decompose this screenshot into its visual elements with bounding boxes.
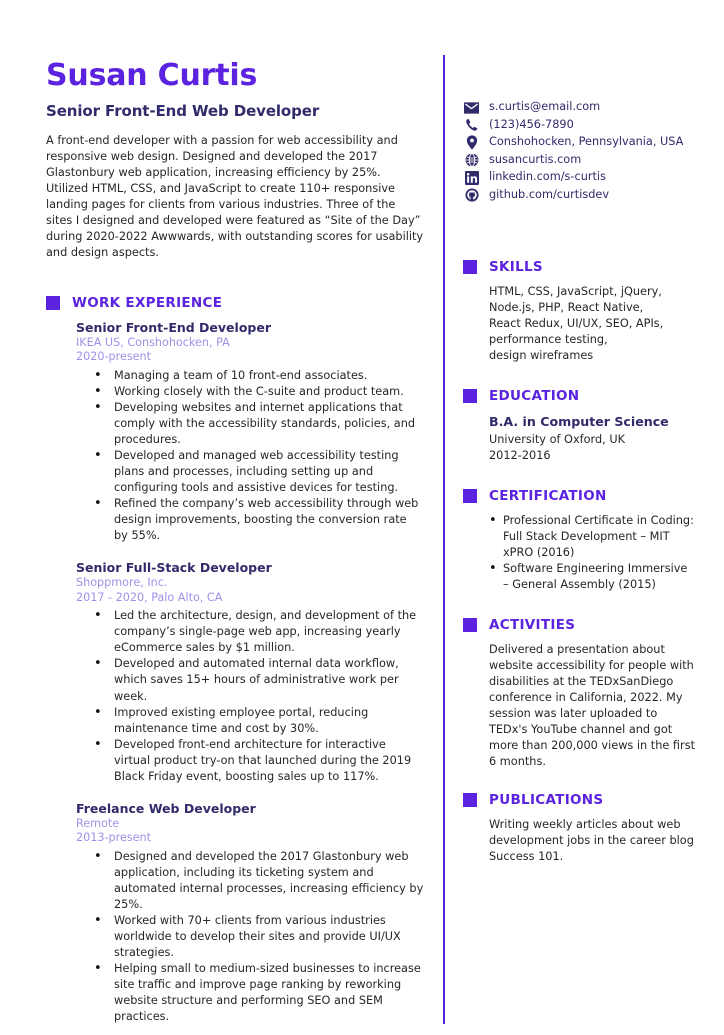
contact-location-text: Conshohocken, Pennsylvania, USA <box>489 135 684 149</box>
globe-icon <box>463 153 480 168</box>
job-entry <box>46 801 424 1025</box>
skills-line: design wireframes <box>489 348 594 362</box>
job-role: Freelance Web Developer <box>76 800 256 816</box>
job-dates: 2020-present <box>76 350 152 364</box>
activities-header <box>463 617 695 633</box>
job-dates: 2017 - 2020, Palo Alto, CA <box>76 590 223 604</box>
candidate-name: Susan Curtis <box>46 58 258 93</box>
skills-line: React Redux, UI/UX, SEO, APIs, <box>489 316 664 330</box>
education-degree: B.A. in Computer Science <box>489 413 669 429</box>
contact-github-text: github.com/curtisdev <box>489 187 610 201</box>
contact-location <box>463 135 695 150</box>
skills-body <box>463 284 695 364</box>
skills-section <box>463 259 695 364</box>
candidate-job-title: Senior Front-End Web Developer <box>46 101 320 120</box>
contact-github[interactable] <box>463 188 695 203</box>
contact-website[interactable] <box>463 153 695 168</box>
job-bullet: • Led the architecture, design, and development of the company’s single-page web app, increasing yearly eCommerce sales by $1 million. <box>94 608 424 656</box>
job-bullet: • Working closely with the C-suite and product team. <box>94 384 424 400</box>
job-bullet: • Improved existing employee portal, reducing maintenance time and cost by 30%. <box>94 705 424 737</box>
publications-section <box>463 792 695 865</box>
job-bullet: • Refined the company’s web accessibility through web design improvements, boosting the conversion rate by 55%. <box>94 496 424 544</box>
job-company: IKEA US, Conshohocken, PA <box>76 335 230 349</box>
education-header <box>463 388 695 404</box>
job-bullet: • Developed front-end architecture for interactive virtual product try-on that launched during the 2019 Black Friday event, boosting sales up to 117%. <box>94 737 424 785</box>
certification-body <box>463 513 695 593</box>
job-bullet-list <box>76 849 424 1025</box>
job-bullet-list <box>76 368 424 544</box>
job-role: Senior Full-Stack Developer <box>76 560 272 576</box>
job-bullet: • Worked with 70+ clients from various industries worldwide to develop their sites and provide UI/UX strategies. <box>94 913 424 961</box>
skills-title: SKILLS <box>489 258 543 275</box>
contact-phone[interactable] <box>463 118 695 133</box>
skills-line: Node.js, PHP, React Native, <box>489 300 644 314</box>
work-experience-title: WORK EXPERIENCE <box>72 294 223 311</box>
job-dates: 2013-present <box>76 831 152 845</box>
skills-header <box>463 259 695 275</box>
job-bullet: • Designed and developed the 2017 Glastonbury web application, including its ticketing system and automated internal processes, increasing efficiency by 25%. <box>94 849 424 913</box>
certification-title: CERTIFICATION <box>489 487 607 504</box>
job-bullet: • Developing websites and internet applications that comply with the accessibility standards, policies, and procedures. <box>94 400 424 448</box>
job-bullet-list <box>76 608 424 784</box>
section-marker-square-icon <box>463 260 477 274</box>
publications-title: PUBLICATIONS <box>489 792 604 808</box>
certification-header <box>463 488 695 504</box>
job-bullet: • Developed and managed web accessibility testing plans and processes, including setting up and configuring tools and assistive devices for testing. <box>94 448 424 496</box>
envelope-icon <box>463 100 480 115</box>
github-icon <box>463 188 480 203</box>
contact-linkedin-text: linkedin.com/s-curtis <box>489 170 606 184</box>
certification-item: • Professional Certificate in Coding: Full Stack Development – MIT xPRO (2016) <box>489 513 695 561</box>
education-title: EDUCATION <box>489 387 580 404</box>
certification-section <box>463 488 695 593</box>
contact-list <box>463 100 695 203</box>
section-marker-square-icon <box>463 489 477 503</box>
section-marker-square-icon <box>463 618 477 632</box>
job-role: Senior Front-End Developer <box>76 319 272 335</box>
location-pin-icon <box>463 135 480 150</box>
right-column <box>463 100 695 887</box>
certification-list <box>489 513 695 593</box>
column-divider <box>443 55 445 1024</box>
job-entry <box>46 320 424 544</box>
section-marker-square-icon <box>463 793 477 807</box>
job-entry <box>46 560 424 784</box>
skills-line: HTML, CSS, JavaScript, jQuery, <box>489 284 662 298</box>
phone-icon <box>463 118 480 133</box>
linkedin-icon <box>463 170 480 185</box>
contact-email[interactable] <box>463 100 695 115</box>
education-dates: 2012-2016 <box>489 448 551 462</box>
job-bullet: • Developed and automated internal data workflow, which saves 15+ hours of administrative work per week. <box>94 656 424 704</box>
certification-item: • Software Engineering Immersive – General Assembly (2015) <box>489 561 695 593</box>
professional-summary: A front-end developer with a passion for web accessibility and responsive web design. Designed and developed the 2017 Glastonbury web application, increasing efficiency by 25%. Utilized HTML, CSS, and JavaScript to create 110+ responsive landing pages for clients from various industries. Three of the sites I designed and developed were featured as “Site of the Day” during 2020-2022 Awwwards, with outstanding scores for usability and design aspects. <box>46 133 424 259</box>
publications-header <box>463 792 695 808</box>
education-section <box>463 388 695 464</box>
contact-email-text: s.curtis@email.com <box>489 100 601 114</box>
job-bullet: • Helping small to medium-sized businesses to increase site traffic and improve page ranking by reworking website structure and performing SEO and SEM practices. <box>94 961 424 1025</box>
work-experience-section <box>46 295 424 1025</box>
contact-phone-text: (123)456-7890 <box>489 117 574 131</box>
job-company: Shoppmore, Inc. <box>76 576 168 590</box>
activities-title: ACTIVITIES <box>489 616 576 633</box>
activities-section <box>463 617 695 770</box>
skills-line: performance testing, <box>489 332 608 346</box>
education-body <box>463 413 695 464</box>
publications-text: Writing weekly articles about web development jobs in the career blog Success 101. <box>489 818 694 864</box>
work-experience-header <box>46 295 424 311</box>
job-company: Remote <box>76 816 120 830</box>
job-bullet: • Managing a team of 10 front-end associates. <box>94 368 424 384</box>
section-marker-square-icon <box>463 389 477 403</box>
section-marker-square-icon <box>46 296 60 310</box>
left-column <box>46 60 424 1035</box>
activities-text: Delivered a presentation about website accessibility for people with disabilities at the TEDxSanDiego conference in California, 2022. My session was later uploaded to TEDx's YouTube channel and got more than 200,000 views in the first 6 months. <box>489 642 696 768</box>
education-school: University of Oxford, UK <box>489 432 625 446</box>
contact-website-text: susancurtis.com <box>489 152 582 166</box>
contact-linkedin[interactable] <box>463 170 695 185</box>
